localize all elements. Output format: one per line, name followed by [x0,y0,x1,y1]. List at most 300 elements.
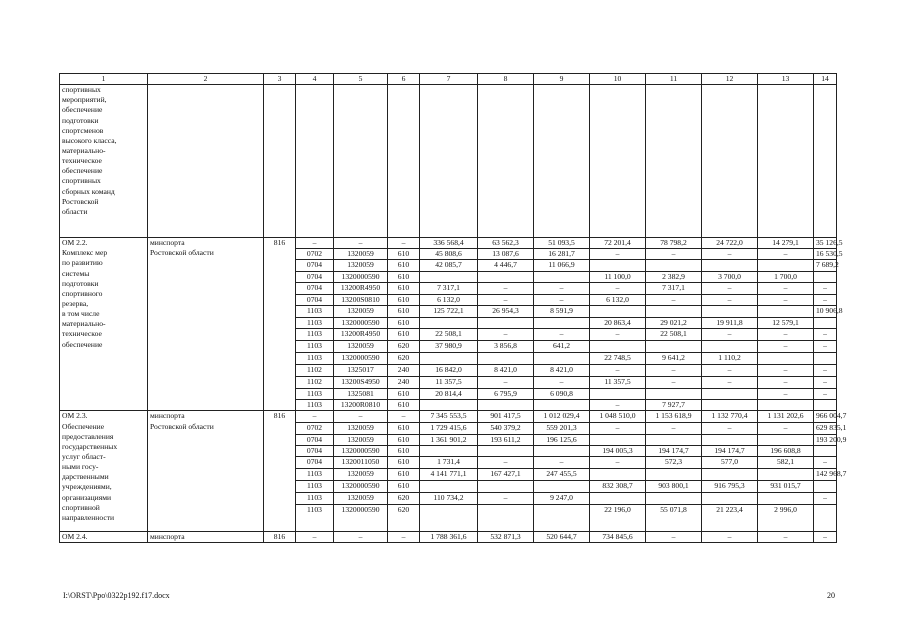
text-line: материально- [62,146,106,155]
data-cell: – [814,389,837,400]
data-cell: 610 [388,445,420,456]
executor-cell [148,238,264,411]
data-cell [646,389,702,400]
data-cell: 16 281,7 [534,249,590,260]
measure-name-cell: ОМ 2.4. [60,531,148,542]
data-cell: 22 508,1 [646,329,702,341]
column-number-cell: 4 [296,74,334,85]
text-line: сборных команд [62,186,115,196]
table-row [60,531,837,542]
column-number-cell: 2 [148,74,264,85]
text-line: Комплекс мер [62,248,108,258]
data-cell: 8 421,0 [478,365,534,377]
data-cell [646,260,702,271]
text-line: учреждениями, [62,482,112,492]
data-cell: 1 131 202,6 [758,411,814,423]
text-line: резерва, [62,299,89,308]
data-cell: – [534,456,590,468]
data-cell [590,468,646,480]
data-cell: – [296,531,334,542]
data-cell [814,400,837,411]
data-cell: – [590,282,646,294]
column-number-cell: 13 [758,74,814,85]
data-cell [590,341,646,353]
data-cell [814,480,837,492]
data-cell: – [388,238,420,249]
data-cell: 37 980,9 [420,341,478,353]
data-cell: 1102 [296,365,334,377]
data-cell: 1320059 [334,249,388,260]
data-cell: 610 [388,260,420,271]
column-number-cell: 11 [646,74,702,85]
data-cell [388,85,420,238]
column-number-cell: 8 [478,74,534,85]
data-cell: – [646,365,702,377]
data-cell: – [758,389,814,400]
data-cell [478,271,534,282]
budget-table-page [59,73,847,543]
data-cell: 193 611,2 [478,434,534,445]
data-cell: 7 317,1 [646,282,702,294]
data-cell: 42 085,7 [420,260,478,271]
data-cell: 1325017 [334,365,388,377]
data-cell: 1320000590 [334,480,388,492]
data-cell: 1320059 [334,423,388,434]
data-cell [814,445,837,456]
text-line: в том числе [62,309,100,319]
data-cell [534,504,590,531]
data-cell [478,480,534,492]
data-cell: 0704 [296,271,334,282]
text-line: материально- [62,319,106,329]
data-cell [420,353,478,365]
data-cell: 1103 [296,353,334,365]
data-cell [478,353,534,365]
data-cell: 1 729 415,6 [420,423,478,434]
data-cell: – [646,377,702,389]
data-cell: 196 125,6 [534,434,590,445]
data-cell [702,341,758,353]
data-cell: – [814,282,837,294]
text-line: мероприятий, [62,95,107,105]
data-cell: – [478,492,534,504]
data-cell: 520 644,7 [534,531,590,542]
data-cell [814,353,837,365]
data-cell: 193 200,9 [814,434,837,445]
data-cell: 903 800,1 [646,480,702,492]
column-number-cell: 12 [702,74,758,85]
data-cell: – [702,294,758,305]
data-cell: – [590,329,646,341]
data-cell: 559 201,3 [534,423,590,434]
data-cell: 24 722,0 [702,238,758,249]
data-cell: 240 [388,377,420,389]
data-cell: – [702,531,758,542]
data-cell: – [702,282,758,294]
data-cell: – [702,329,758,341]
data-cell: 1 012 029,4 [534,411,590,423]
data-cell: – [534,329,590,341]
data-cell: 832 308,7 [590,480,646,492]
data-cell: 540 379,2 [478,423,534,434]
data-cell: 16 842,0 [420,365,478,377]
data-cell [646,85,702,238]
data-cell: 29 021,2 [646,317,702,328]
data-cell: 1320000590 [334,353,388,365]
data-cell: – [758,365,814,377]
data-cell [590,434,646,445]
data-cell: 901 417,5 [478,411,534,423]
table-body [60,74,847,543]
text-line: спортивного [62,288,103,298]
data-cell: 8 591,9 [534,305,590,317]
data-cell: – [534,377,590,389]
data-cell: – [478,282,534,294]
data-cell: 1103 [296,400,334,411]
data-cell: 6 090,8 [534,389,590,400]
text-line: Обеспечение [62,421,105,431]
executor-cell [148,85,264,238]
data-cell: 610 [388,329,420,341]
data-cell [534,85,590,238]
measure-name-cell [60,85,148,238]
data-cell: 7 689,2 [814,260,837,271]
text-line: Ростовской области [150,248,214,258]
data-cell: 1 731,4 [420,456,478,468]
data-cell [646,434,702,445]
data-cell [702,260,758,271]
data-cell: – [702,365,758,377]
data-cell: 11 357,5 [590,377,646,389]
data-cell [702,389,758,400]
data-cell [420,504,478,531]
data-cell: 51 093,5 [534,238,590,249]
data-cell: 610 [388,271,420,282]
executor-cell: минспорта [148,531,264,542]
data-cell [534,480,590,492]
data-cell: 582,1 [758,456,814,468]
data-cell: 610 [388,305,420,317]
data-cell: 22 748,5 [590,353,646,365]
data-cell: 13200R0810 [334,400,388,411]
table-row [60,411,837,423]
data-cell: 110 734,2 [420,492,478,504]
text-line: минспорта [150,411,185,421]
data-cell: – [758,341,814,353]
data-cell: 577,0 [702,456,758,468]
data-cell: 63 562,3 [478,238,534,249]
data-cell [590,260,646,271]
data-cell: – [702,377,758,389]
data-cell: – [758,294,814,305]
data-cell: 620 [388,353,420,365]
data-cell [420,445,478,456]
data-cell: – [646,531,702,542]
executor-cell [148,411,264,531]
data-cell [590,492,646,504]
data-cell [702,400,758,411]
data-cell: – [334,531,388,542]
data-cell: 610 [388,400,420,411]
data-cell: 7 927,7 [646,400,702,411]
data-cell [758,434,814,445]
data-cell [420,400,478,411]
data-cell: – [646,249,702,260]
data-cell: – [388,411,420,423]
text-line: подготовки [62,115,99,125]
data-cell [478,85,534,238]
text-line: спортсменов [62,125,104,135]
data-cell: 8 421,0 [534,365,590,377]
data-cell: 194 174,7 [702,445,758,456]
column-number-cell: 9 [534,74,590,85]
data-cell: 78 798,2 [646,238,702,249]
text-line: организациями [62,492,112,502]
data-cell [814,317,837,328]
data-cell: – [478,377,534,389]
text-line: предоставления [62,431,114,441]
data-cell: – [590,400,646,411]
data-cell [758,85,814,238]
data-cell: – [702,423,758,434]
data-cell: 26 954,3 [478,305,534,317]
data-cell: 532 871,3 [478,531,534,542]
data-cell: 194 005,3 [590,445,646,456]
data-cell: 610 [388,468,420,480]
data-cell [478,317,534,328]
data-cell: 4 141 771,1 [420,468,478,480]
data-cell: 620 [388,504,420,531]
data-cell [814,85,837,238]
measure-name-cell [60,411,148,531]
data-cell: 12 579,1 [758,317,814,328]
column-number-cell: 6 [388,74,420,85]
data-cell: 20 863,4 [590,317,646,328]
data-cell [758,400,814,411]
data-cell: 35 126,5 [814,238,837,249]
data-cell: 19 911,8 [702,317,758,328]
data-cell: 13200R4950 [334,282,388,294]
grbs-cell: 816 [264,238,296,411]
data-cell: 1325081 [334,389,388,400]
data-cell: – [534,282,590,294]
text-line: Ростовской области [150,421,214,431]
text-line: услуг област- [62,451,106,461]
data-cell: 0704 [296,456,334,468]
text-line: государственных [62,441,118,451]
data-cell: – [590,249,646,260]
column-number-cell: 3 [264,74,296,85]
text-line: спортивной [62,502,100,512]
data-cell [590,305,646,317]
grbs-cell: 816 [264,531,296,542]
data-cell [702,468,758,480]
data-cell: 610 [388,282,420,294]
data-cell [420,85,478,238]
data-cell: 7 345 553,5 [420,411,478,423]
data-cell: 610 [388,480,420,492]
data-cell: 0704 [296,282,334,294]
data-cell: 1 361 901,2 [420,434,478,445]
column-number-cell: 10 [590,74,646,85]
data-cell [646,492,702,504]
data-cell: 1320000590 [334,445,388,456]
column-number-cell: 1 [60,74,148,85]
data-cell [420,317,478,328]
data-cell: – [296,411,334,423]
data-cell: 620 [388,492,420,504]
data-cell [814,504,837,531]
text-line: обеспечение [62,105,103,115]
data-cell: – [814,365,837,377]
data-cell: 55 071,8 [646,504,702,531]
data-cell [534,317,590,328]
text-line: спортивных [62,176,101,186]
data-cell: – [814,456,837,468]
data-cell: – [296,238,334,249]
data-cell: 629 835,1 [814,423,837,434]
data-cell: 1103 [296,317,334,328]
data-cell: 13200S0810 [334,294,388,305]
data-cell: 966 004,7 [814,411,837,423]
data-cell: 6 132,0 [590,294,646,305]
data-cell [478,504,534,531]
data-cell: – [590,423,646,434]
data-cell: – [388,531,420,542]
data-cell: 13200R4950 [334,329,388,341]
table-row [60,85,837,238]
data-cell: 3 700,0 [702,271,758,282]
data-cell: 0704 [296,445,334,456]
data-cell: 1320059 [334,305,388,317]
text-line: Ростовской [62,196,99,206]
data-cell [758,492,814,504]
data-cell [758,260,814,271]
data-cell: 20 814,4 [420,389,478,400]
data-cell: 610 [388,434,420,445]
column-number-row [60,74,837,85]
data-cell: – [758,531,814,542]
data-cell: 11 066,9 [534,260,590,271]
data-cell: – [334,238,388,249]
data-cell: 3 856,8 [478,341,534,353]
file-path: I:\ORST\Ppo\0322p192.f17.docx [63,591,170,600]
data-cell: 1 788 361,6 [420,531,478,542]
data-cell [420,271,478,282]
data-cell [702,434,758,445]
data-cell: 247 455,5 [534,468,590,480]
data-cell [590,389,646,400]
page-number: 20 [827,591,835,600]
data-cell [758,305,814,317]
data-cell: – [478,294,534,305]
data-cell: 931 015,7 [758,480,814,492]
data-cell [478,445,534,456]
data-cell: 125 722,1 [420,305,478,317]
data-cell: 610 [388,317,420,328]
text-line: области [62,206,88,216]
table-row [60,238,837,249]
data-cell: 22 508,1 [420,329,478,341]
data-cell: – [814,492,837,504]
data-cell [334,85,388,238]
data-cell: 72 201,4 [590,238,646,249]
data-cell: 1 700,0 [758,271,814,282]
data-cell: – [478,456,534,468]
data-cell: 1103 [296,492,334,504]
data-cell: 7 317,1 [420,282,478,294]
column-number-cell: 7 [420,74,478,85]
data-cell: 1320011050 [334,456,388,468]
data-cell: – [814,531,837,542]
data-cell: 572,3 [646,456,702,468]
data-cell: 21 223,4 [702,504,758,531]
data-cell: – [534,294,590,305]
data-cell: 6 132,0 [420,294,478,305]
data-cell [534,445,590,456]
data-cell: – [758,329,814,341]
data-cell: 22 196,0 [590,504,646,531]
data-cell: 916 795,3 [702,480,758,492]
text-line: ОМ 2.2. [62,238,88,248]
data-cell [478,400,534,411]
grbs-cell: 816 [264,411,296,531]
data-cell: 196 608,8 [758,445,814,456]
data-cell [758,353,814,365]
text-line: техническое [62,156,102,166]
data-cell: 13 087,6 [478,249,534,260]
data-cell [646,468,702,480]
data-cell: 6 795,9 [478,389,534,400]
data-cell: 1320000590 [334,504,388,531]
text-line: минспорта [150,238,185,248]
data-cell [702,305,758,317]
measure-name-cell [60,238,148,411]
data-cell: 1103 [296,480,334,492]
data-cell [534,271,590,282]
data-cell: 336 568,4 [420,238,478,249]
text-line: дарственными [62,472,109,482]
data-cell: 9 247,0 [534,492,590,504]
grbs-cell [264,85,296,238]
data-cell: – [814,377,837,389]
data-cell: 0704 [296,294,334,305]
text-line: ОМ 2.3. [62,411,88,421]
data-cell: – [478,329,534,341]
data-cell: 167 427,1 [478,468,534,480]
text-line: обеспечение [62,339,103,349]
data-cell: 4 446,7 [478,260,534,271]
data-cell [296,85,334,238]
text-line: спортивных [62,85,101,95]
data-cell: 10 906,8 [814,305,837,317]
budget-table [59,73,847,543]
data-cell: 194 174,7 [646,445,702,456]
column-number-cell: 5 [334,74,388,85]
data-cell [420,480,478,492]
data-cell: 1 110,2 [702,353,758,365]
data-cell: 1320059 [334,468,388,480]
data-cell: – [758,423,814,434]
data-cell: 45 808,6 [420,249,478,260]
data-cell: – [702,249,758,260]
column-number-cell: 14 [814,74,837,85]
data-cell [702,492,758,504]
data-cell: 1320059 [334,492,388,504]
data-cell [814,271,837,282]
text-line: системы [62,268,90,278]
data-cell: 11 357,5 [420,377,478,389]
